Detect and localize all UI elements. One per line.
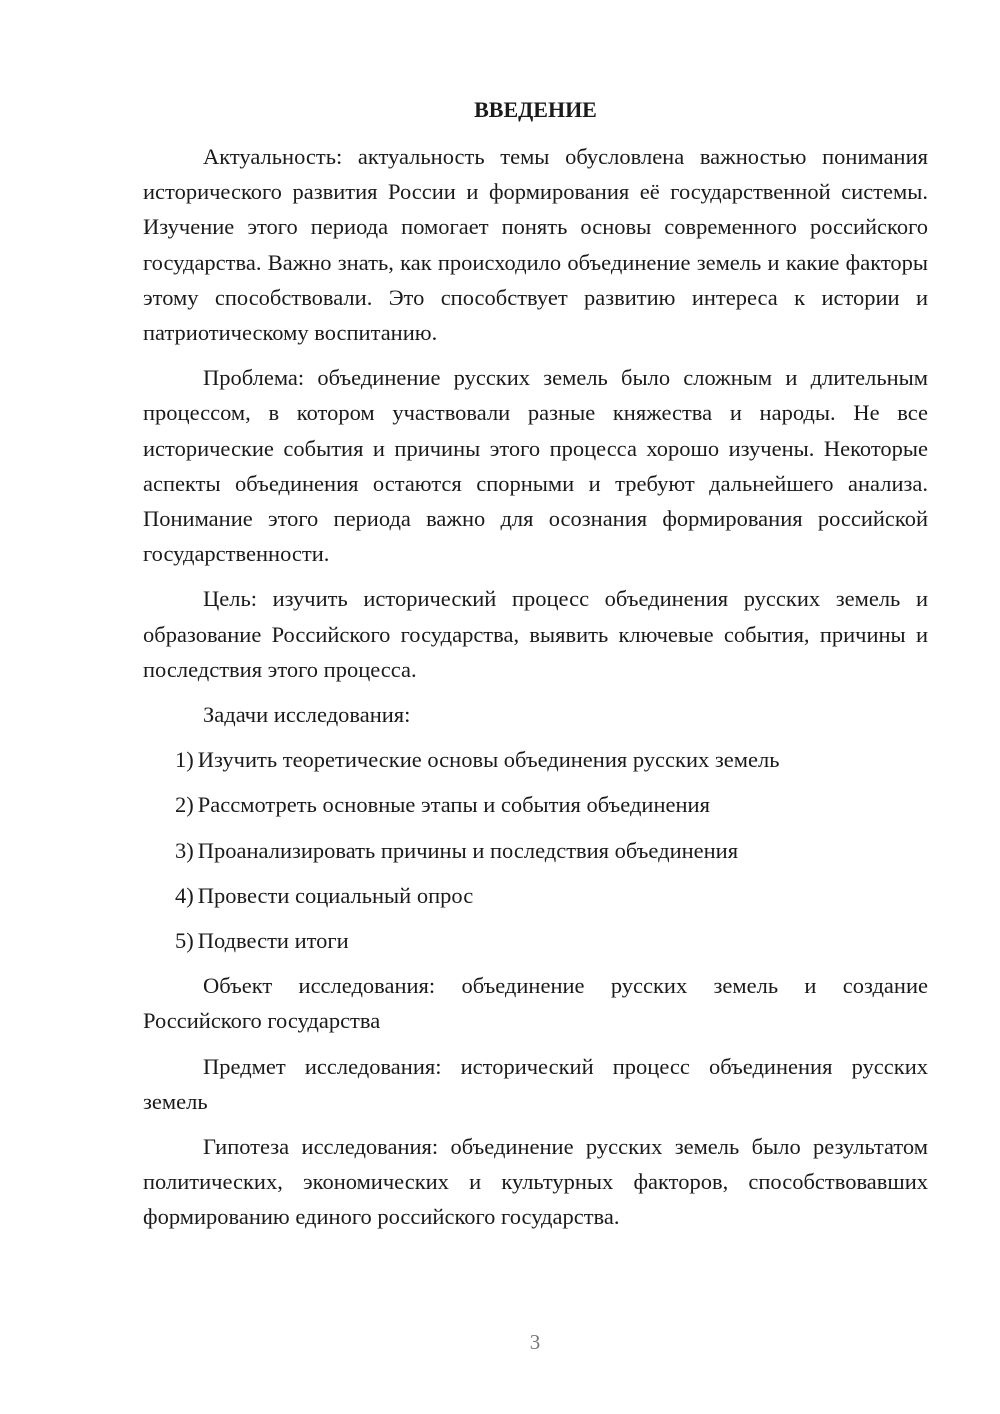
tasks-heading: Задачи исследования:	[203, 702, 411, 728]
task-text: Подвести итоги	[197, 928, 349, 954]
task-number: 5)	[175, 928, 194, 954]
task-item	[143, 742, 928, 777]
problem-paragraph: Проблема: объединение русских земель было сложным и длительным процессом, в котором участвовали разные княжества и народы. Не все исторические события и причины этого процесса хорошо изучены. Некоторые аспекты объединения остаются спорными и требуют дальнейшего анализа. Понимание этого периода важно для осознания формирования российской государственности.	[143, 365, 928, 567]
task-text: Изучить теоретические основы объединения русских земель	[197, 747, 780, 773]
page-number: 3	[529, 1330, 541, 1354]
task-text: Рассмотреть основные этапы и события объединения	[197, 792, 710, 818]
task-number: 1)	[175, 747, 194, 773]
task-text: Провести социальный опрос	[197, 882, 474, 908]
page-title: ВВЕДЕНИЕ	[474, 97, 597, 122]
subject-paragraph: Предмет исследования: исторический процесс объединения русских земель	[143, 1053, 928, 1114]
task-number: 3)	[175, 837, 194, 863]
hypothesis-paragraph: Гипотеза исследования: объединение русских земель было результатом политических, экономических и культурных факторов, способствовавших формированию единого российского государства.	[143, 1134, 928, 1230]
task-item	[143, 787, 928, 822]
object-paragraph: Объект исследования: объединение русских земель и создание Российского государства	[143, 973, 928, 1034]
tasks-list	[143, 742, 928, 958]
page-content	[143, 92, 928, 1245]
task-item	[143, 833, 928, 868]
task-number: 2)	[175, 792, 194, 818]
task-number: 4)	[175, 882, 194, 908]
task-text: Проанализировать причины и последствия объединения	[197, 837, 739, 863]
task-item	[143, 923, 928, 958]
goal-paragraph: Цель: изучить исторический процесс объединения русских земель и образование Российского государства, выявить ключевые события, причины и последствия этого процесса.	[143, 586, 928, 682]
relevance-paragraph: Актуальность: актуальность темы обусловлена важностью понимания исторического развития России и формирования её государственной системы. Изучение этого периода помогает понять основы современного российского государства. Важно знать, как происходило объединение земель и какие факторы этому способствовали. Это способствует развитию интереса к истории и патриотическому воспитанию.	[143, 144, 928, 346]
task-item	[143, 878, 928, 913]
